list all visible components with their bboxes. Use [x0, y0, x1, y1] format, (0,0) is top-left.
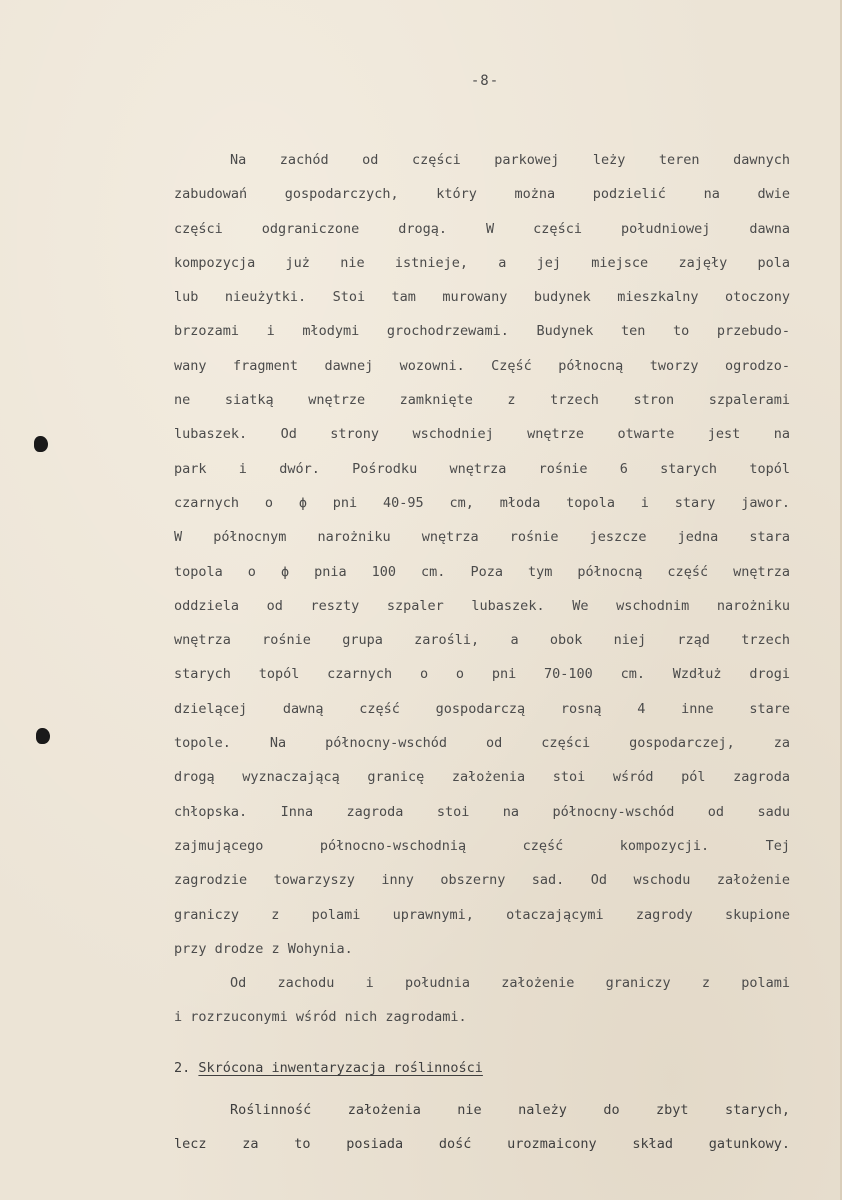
text-line: graniczy z polami uprawnymi, otaczającymi zagrody skupione	[174, 906, 790, 923]
text-line: chłopska. Inna zagroda stoi na północny-wschód od sadu	[174, 803, 790, 820]
text-line: wnętrza rośnie grupa zarośli, a obok niej rząd trzech	[174, 632, 790, 649]
page-number: -8-	[470, 73, 500, 89]
text-line: Roślinność założenia nie należy do zbyt starych,	[230, 1102, 790, 1118]
text-line: Od zachodu i południa założenie graniczy z polami	[230, 975, 790, 992]
text-line: części odgraniczone drogą. W części południowej dawna	[174, 220, 790, 237]
text-line: Na zachód od części parkowej leży teren dawnych	[230, 152, 790, 168]
text-line: dzielącej dawną część gospodarczą rosną 4 inne stare	[174, 700, 790, 717]
paragraph-site-description	[174, 143, 790, 1035]
section-heading	[174, 1053, 483, 1083]
text-line: ne siatką wnętrze zamknięte z trzech stron szpalerami	[174, 392, 790, 409]
text-line: park i dwór. Pośrodku wnętrza rośnie 6 starych topól	[174, 460, 790, 477]
text-line: i rozrzuconymi wśród nich zagrodami.	[174, 1009, 467, 1026]
text-line: kompozycja już nie istnieje, a jej miejsce zajęły pola	[174, 254, 790, 271]
text-line: W północnym narożniku wnętrza rośnie jeszcze jedna stara	[174, 529, 790, 546]
section-number: 2.	[174, 1060, 191, 1076]
text-line: zajmującego północno-wschodnią część kompozycji. Tej	[174, 837, 790, 854]
text-line: starych topól czarnych o o pni 70-100 cm. Wzdłuż drogi	[174, 666, 790, 683]
text-line: topola o ϕ pnia 100 cm. Poza tym północną część wnętrza	[174, 563, 790, 580]
paragraph-vegetation	[174, 1093, 790, 1162]
text-line: zabudowań gospodarczych, który można podzielić na dwie	[174, 186, 790, 203]
text-line: zagrodzie towarzyszy inny obszerny sad. Od wschodu założenie	[174, 872, 790, 889]
text-line: brzozami i młodymi grochodrzewami. Budynek ten to przebudo-	[174, 323, 790, 340]
text-line: drogą wyznaczającą granicę założenia stoi wśród pól zagroda	[174, 769, 790, 786]
text-line: oddziela od reszty szpaler lubaszek. We wschodnim narożniku	[174, 597, 790, 614]
text-line: wany fragment dawnej wozowni. Część północną tworzy ogrodzo-	[174, 357, 790, 374]
punch-hole-mark	[34, 436, 48, 452]
text-line: topole. Na północny-wschód od części gospodarczej, za	[174, 735, 790, 752]
text-line: lubaszek. Od strony wschodniej wnętrze otwarte jest na	[174, 426, 790, 443]
punch-hole-mark	[36, 728, 50, 744]
section-title: Skrócona inwentaryzacja roślinności	[198, 1060, 483, 1076]
text-line: czarnych o ϕ pni 40-95 cm, młoda topola i stary jawor.	[174, 494, 790, 511]
text-line: lub nieużytki. Stoi tam murowany budynek mieszkalny otoczony	[174, 289, 790, 306]
text-line: przy drodze z Wohynia.	[174, 940, 353, 957]
text-line: lecz za to posiada dość urozmaicony skład gatunkowy.	[174, 1136, 790, 1153]
